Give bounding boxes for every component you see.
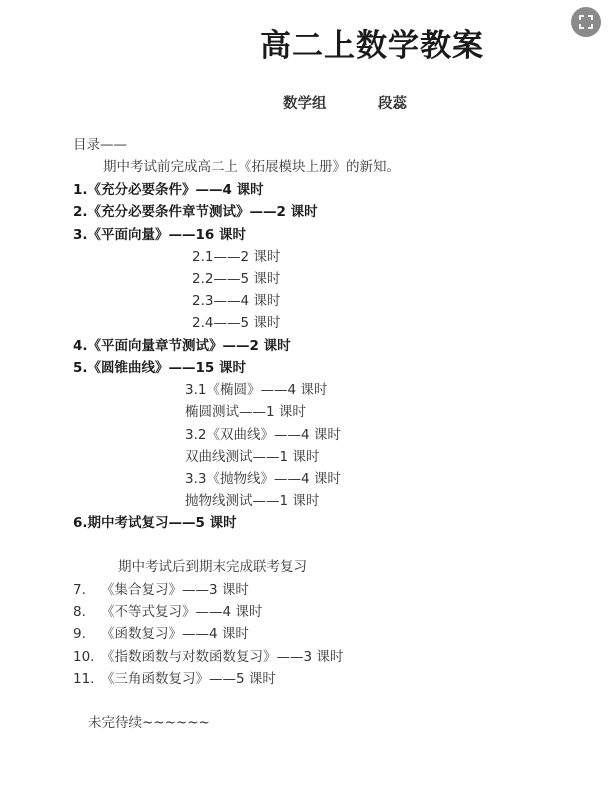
review-item-number: 10. bbox=[73, 649, 95, 665]
review-item bbox=[73, 581, 249, 599]
review-item-text: 《集合复习》——3 课时 bbox=[101, 582, 249, 598]
review-item-number: 11. bbox=[73, 671, 95, 687]
section-intro: 期中考试前完成高二上《拓展模块上册》的新知。 bbox=[103, 159, 400, 175]
review-item bbox=[73, 670, 276, 688]
toc-item: 1.《充分必要条件》——4 课时 bbox=[73, 182, 264, 198]
document-title: 高二上数学教案 bbox=[260, 28, 484, 64]
toc-subitem: 2.1——2 课时 bbox=[192, 249, 281, 265]
toc-item: 6.期中考试复习——5 课时 bbox=[73, 515, 237, 531]
review-item-text: 《三角函数复习》——5 课时 bbox=[101, 671, 276, 687]
review-item-number: 9. bbox=[73, 626, 86, 642]
toc-subitem: 双曲线测试——1 课时 bbox=[185, 449, 320, 465]
review-item bbox=[73, 603, 262, 621]
expand-icon bbox=[579, 15, 593, 29]
toc-subitem: 椭圆测试——1 课时 bbox=[185, 404, 306, 420]
review-item bbox=[73, 648, 343, 666]
author-name: 段蕊 bbox=[378, 96, 407, 112]
toc-subitem: 3.2《双曲线》——4 课时 bbox=[185, 427, 341, 443]
review-item bbox=[73, 625, 249, 643]
author-group: 数学组 bbox=[283, 96, 327, 112]
toc-subitem: 2.4——5 课时 bbox=[192, 315, 281, 331]
review-item-number: 8. bbox=[73, 604, 86, 620]
toc-subitem: 3.3《抛物线》——4 课时 bbox=[185, 471, 341, 487]
toc-subitem: 2.2——5 课时 bbox=[192, 271, 281, 287]
toc-item: 2.《充分必要条件章节测试》——2 课时 bbox=[73, 204, 318, 220]
toc-subitem: 抛物线测试——1 课时 bbox=[185, 493, 320, 509]
review-item-text: 《指数函数与对数函数复习》——3 课时 bbox=[101, 649, 344, 665]
toc-label: 目录—— bbox=[73, 137, 127, 153]
closing-note: 未完待续~~~~~~ bbox=[88, 715, 210, 731]
expand-button[interactable] bbox=[571, 7, 601, 37]
toc-item: 5.《圆锥曲线》——15 课时 bbox=[73, 360, 247, 376]
review-item-text: 《函数复习》——4 课时 bbox=[101, 626, 249, 642]
review-item-text: 《不等式复习》——4 课时 bbox=[101, 604, 263, 620]
review-item-number: 7. bbox=[73, 582, 86, 598]
toc-item: 4.《平面向量章节测试》——2 课时 bbox=[73, 338, 291, 354]
toc-subitem: 3.1《椭圆》——4 课时 bbox=[185, 382, 328, 398]
toc-subitem: 2.3——4 课时 bbox=[192, 293, 281, 309]
section-intro: 期中考试后到期末完成联考复习 bbox=[118, 559, 307, 575]
toc-item: 3.《平面向量》——16 课时 bbox=[73, 227, 247, 243]
